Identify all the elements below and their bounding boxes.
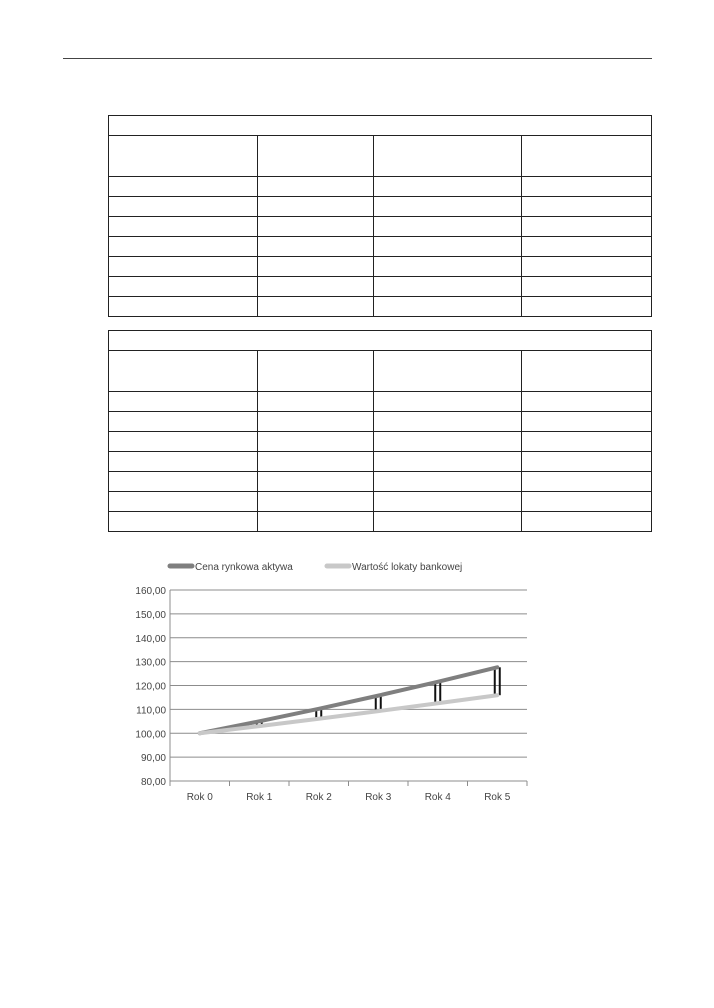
table-cell <box>258 432 374 452</box>
data-point <box>436 680 439 683</box>
table-cell <box>258 277 374 297</box>
legend-label: Wartość lokaty bankowej <box>352 562 463 573</box>
table-header-row <box>109 136 652 177</box>
table-cell <box>109 177 258 197</box>
table-row <box>109 257 652 277</box>
table-cell <box>258 452 374 472</box>
table-row <box>109 412 652 432</box>
x-tick-label: Rok 4 <box>424 792 451 803</box>
table-row <box>109 432 652 452</box>
data-point <box>258 725 261 728</box>
data-point <box>377 694 380 697</box>
data-point <box>317 717 320 720</box>
x-tick-label: Rok 3 <box>365 792 392 803</box>
table-row <box>109 512 652 532</box>
y-tick-label: 160,00 <box>135 586 166 597</box>
table-cell <box>258 297 374 317</box>
table-header-cell <box>522 136 652 177</box>
y-tick-label: 100,00 <box>135 729 166 741</box>
table-header-cell <box>258 136 374 177</box>
data-point <box>198 732 201 735</box>
table-cell <box>258 492 374 512</box>
table-cell <box>109 217 258 237</box>
table-header-cell <box>374 351 522 392</box>
table-cell <box>522 472 652 492</box>
table-cell <box>258 472 374 492</box>
table-cell <box>522 297 652 317</box>
table-row <box>109 177 652 197</box>
table-cell <box>522 177 652 197</box>
line-chart <box>100 552 540 812</box>
table-cell <box>258 217 374 237</box>
table-body <box>109 392 652 532</box>
table-header-row <box>109 351 652 392</box>
data-point <box>496 666 499 669</box>
table-cell <box>374 512 522 532</box>
table-title-cell <box>109 116 652 136</box>
table-row <box>109 217 652 237</box>
table-cell <box>258 392 374 412</box>
table-1 <box>108 115 652 317</box>
table-row <box>109 237 652 257</box>
data-point <box>436 702 439 705</box>
table-row <box>109 197 652 217</box>
table-cell <box>109 452 258 472</box>
data-point <box>317 707 320 710</box>
table-cell <box>258 412 374 432</box>
table-cell <box>374 392 522 412</box>
table-cell <box>522 237 652 257</box>
table-header-cell <box>522 351 652 392</box>
table-cell <box>522 257 652 277</box>
table-row <box>109 492 652 512</box>
table-cell <box>109 297 258 317</box>
table-row <box>109 452 652 472</box>
y-tick-label: 80,00 <box>140 777 166 788</box>
table-cell <box>258 237 374 257</box>
table-header-cell <box>109 351 258 392</box>
table-cell <box>522 492 652 512</box>
table-2 <box>108 330 652 532</box>
table-cell <box>522 197 652 217</box>
table-cell <box>109 512 258 532</box>
y-tick-label: 130,00 <box>135 657 166 669</box>
x-tick-label: Rok 5 <box>484 792 511 803</box>
legend-label: Cena rynkowa aktywa <box>195 562 293 573</box>
table-title-cell <box>109 331 652 351</box>
table-row <box>109 472 652 492</box>
table-cell <box>374 177 522 197</box>
x-tick-label: Rok 0 <box>186 792 213 803</box>
table-row <box>109 392 652 412</box>
table-cell <box>258 257 374 277</box>
table-cell <box>522 392 652 412</box>
table-cell <box>522 217 652 237</box>
table-cell <box>109 197 258 217</box>
table-cell <box>258 197 374 217</box>
table-cell <box>374 217 522 237</box>
table-cell <box>522 277 652 297</box>
table-cell <box>374 297 522 317</box>
table-cell <box>109 237 258 257</box>
table-cell <box>374 197 522 217</box>
table-header-cell <box>374 136 522 177</box>
table-cell <box>522 452 652 472</box>
y-tick-label: 120,00 <box>135 681 166 693</box>
table-cell <box>374 452 522 472</box>
table-cell <box>109 392 258 412</box>
table-cell <box>109 492 258 512</box>
table-row <box>109 297 652 317</box>
table-cell <box>522 412 652 432</box>
table-title-row <box>109 116 652 136</box>
table-cell <box>109 472 258 492</box>
data-point <box>258 720 261 723</box>
table-cell <box>374 472 522 492</box>
table-header-cell <box>258 351 374 392</box>
table-header-cell <box>109 136 258 177</box>
table-cell <box>109 277 258 297</box>
table-cell <box>109 257 258 277</box>
data-point <box>496 694 499 697</box>
table-cell <box>109 432 258 452</box>
chart-svg <box>100 552 540 812</box>
y-tick-label: 90,00 <box>140 753 166 765</box>
table-row <box>109 277 652 297</box>
table-cell <box>374 412 522 432</box>
table-cell <box>258 177 374 197</box>
table-cell <box>374 237 522 257</box>
table-cell <box>109 412 258 432</box>
y-tick-label: 110,00 <box>136 705 166 717</box>
x-tick-label: Rok 2 <box>305 792 332 803</box>
table-cell <box>374 492 522 512</box>
x-tick-label: Rok 1 <box>246 792 273 803</box>
y-tick-label: 150,00 <box>135 609 166 621</box>
table-cell <box>374 257 522 277</box>
table-cell <box>522 432 652 452</box>
table-cell <box>374 432 522 452</box>
table-title-row <box>109 331 652 351</box>
table-cell <box>522 512 652 532</box>
data-point <box>377 710 380 713</box>
table-body <box>109 177 652 317</box>
table-cell <box>258 512 374 532</box>
y-tick-label: 140,00 <box>135 633 166 645</box>
table-cell <box>374 277 522 297</box>
page-header-rule <box>63 58 652 59</box>
